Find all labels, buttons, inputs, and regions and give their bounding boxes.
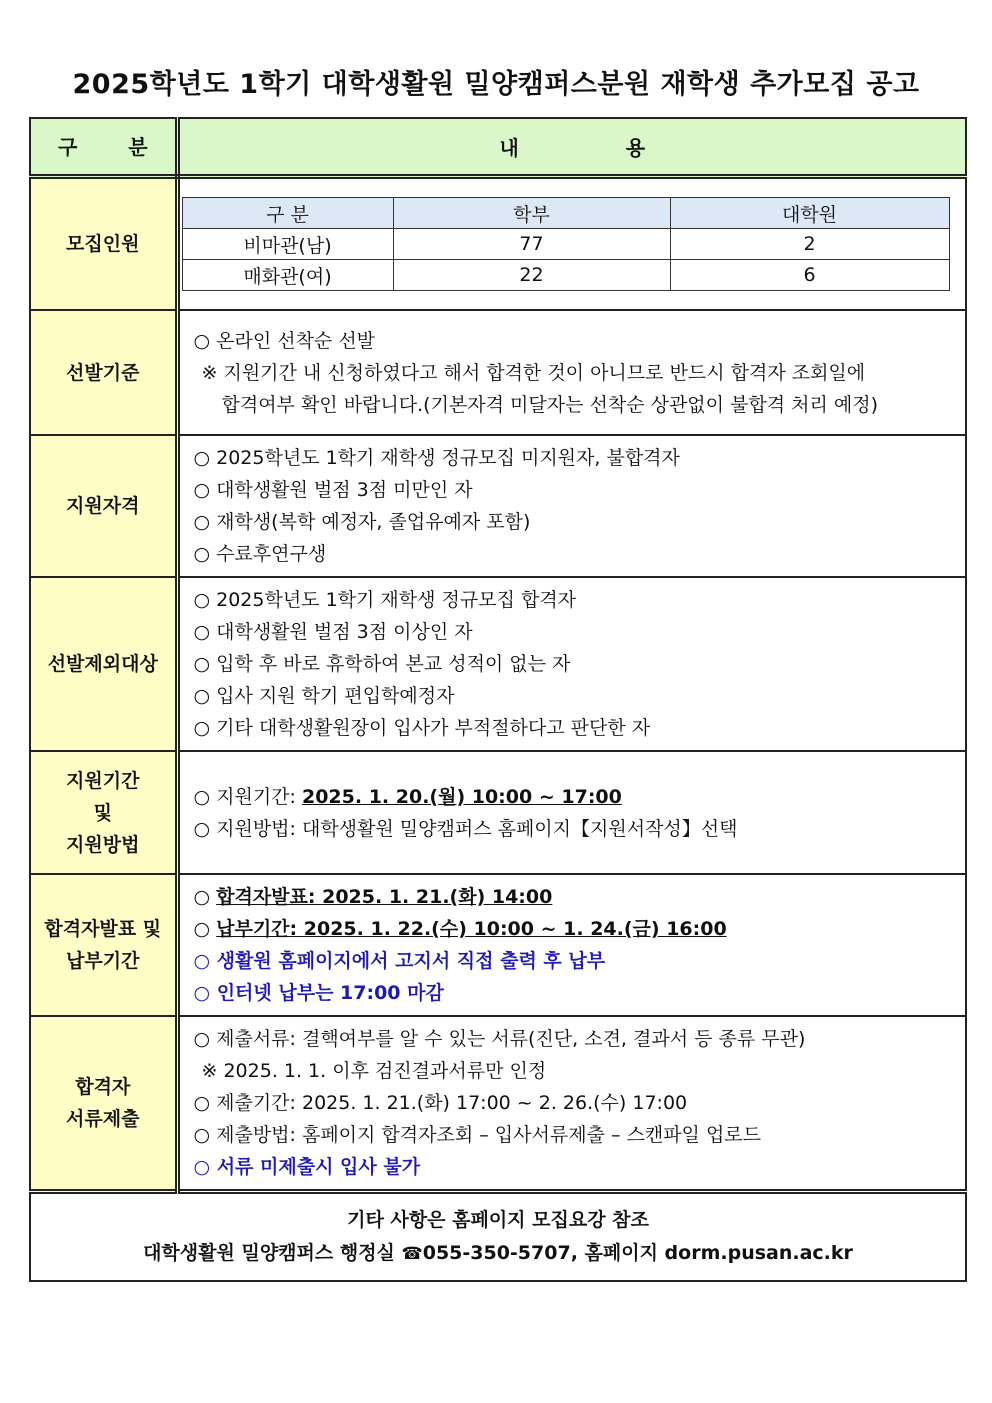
quota-header-grad: 대학원 (670, 198, 949, 229)
list-item: ○ 제출기간: 2025. 1. 21.(화) 17:00 ~ 2. 26.(수) 17:00 (193, 1092, 688, 1114)
list-item: ○ 입학 후 바로 휴학하여 본교 성적이 없는 자 (193, 653, 571, 675)
list-item: ○ 제출방법: 홈페이지 합격자조회 – 입사서류제출 – 스캔파일 업로드 (193, 1124, 762, 1146)
list-item: ○ 입사 지원 학기 편입학예정자 (193, 685, 455, 707)
phone-icon: ☎ (401, 1243, 423, 1264)
apply-period (194, 781, 966, 813)
recruit-label: 모집인원 (30, 177, 177, 311)
quota-grad-value: 6 (670, 260, 949, 291)
documents-row (30, 1016, 966, 1192)
payment-period (194, 913, 966, 945)
header-content: 내 용 (499, 136, 696, 160)
exclusion-label: 선발제외대상 (30, 577, 177, 751)
bullet-prefix: ○ (193, 918, 217, 940)
apply-label-line: 지원방법 (66, 833, 140, 856)
announce-label (30, 874, 177, 1016)
payment-notice: ○ 인터넷 납부는 17:00 마감 (193, 982, 444, 1004)
criteria-label: 선발기준 (30, 310, 177, 435)
table-header-row (30, 118, 966, 177)
list-item: ○ 재학생(복학 예정자, 졸업유예자 포함) (193, 511, 531, 533)
table-row (182, 260, 949, 291)
apply-label-line: 및 (93, 801, 112, 824)
footer-line-1: 기타 사항은 홈페이지 모집요강 참조 (347, 1208, 649, 1231)
announce-label-line: 합격자발표 및 (44, 918, 162, 940)
announce-date-value: 합격자발표: 2025. 1. 21.(화) 14:00 (216, 886, 553, 908)
apply-label-line: 지원기간 (66, 769, 140, 792)
recruit-content (177, 177, 966, 311)
recruit-row (30, 177, 966, 311)
recruit-quota-table (182, 197, 950, 291)
announce-label-line: 납부기간 (66, 950, 140, 972)
criteria-note: ※ 지원기간 내 신청하였다고 해서 합격한 것이 아니므로 반드시 합격자 조회일에 (201, 361, 866, 384)
list-item: ○ 수료후연구생 (193, 543, 327, 565)
header-label-cell (30, 118, 177, 177)
header-label: 구 분 (57, 134, 170, 159)
criteria-content (177, 310, 966, 435)
footer-office: 대학생활원 밀양캠퍼스 행정실 (143, 1241, 402, 1264)
list-item: ○ 온라인 선착순 선발 (193, 329, 376, 352)
footer-row (30, 1192, 966, 1282)
bullet-prefix: ○ (193, 886, 217, 908)
footer-line-2 (31, 1237, 965, 1271)
documents-label-line: 서류제출 (66, 1108, 140, 1130)
quota-undergrad-value: 22 (393, 260, 670, 291)
quota-header-undergrad: 학부 (393, 198, 670, 229)
notice-table (29, 117, 967, 1282)
eligibility-row (30, 435, 966, 577)
payment-notice: ○ 생활원 홈페이지에서 고지서 직접 출력 후 납부 (193, 950, 606, 972)
apply-label (30, 751, 177, 874)
exclusion-content (177, 577, 966, 751)
table-row (182, 229, 949, 260)
header-content-cell (177, 118, 966, 177)
list-item: ○ 2025학년도 1학기 재학생 정규모집 미지원자, 불합격자 (193, 447, 680, 469)
payment-period-value: 납부기간: 2025. 1. 22.(수) 10:00 ~ 1. 24.(금) 16:00 (216, 918, 727, 940)
eligibility-content (177, 435, 966, 577)
criteria-note-continued: 합격여부 확인 바랍니다.(기본자격 미달자는 선착순 상관없이 불합격 처리 예정) (221, 393, 879, 416)
quota-undergrad-value: 77 (393, 229, 670, 260)
documents-note: ※ 2025. 1. 1. 이후 검진결과서류만 인정 (201, 1060, 547, 1082)
quota-dorm-name: 매화관(여) (182, 260, 393, 291)
documents-label (30, 1016, 177, 1192)
footer-contact: 055-350-5707, 홈페이지 dorm.pusan.ac.kr (422, 1241, 853, 1264)
announce-row (30, 874, 966, 1016)
quota-grad-value: 2 (670, 229, 949, 260)
footer (30, 1192, 966, 1282)
documents-warning: ○ 서류 미제출시 입사 불가 (193, 1156, 421, 1178)
page-title: 2025학년도 1학기 대학생활원 밀양캠퍼스분원 재학생 추가모집 공고 (72, 69, 920, 100)
eligibility-label: 지원자격 (30, 435, 177, 577)
list-item: ○ 제출서류: 결핵여부를 알 수 있는 서류(진단, 소견, 결과서 등 종류 무관) (193, 1028, 806, 1050)
quota-header-row (182, 198, 949, 229)
list-item: ○ 대학생활원 벌점 3점 이상인 자 (193, 621, 473, 643)
apply-content (177, 751, 966, 874)
announce-content (177, 874, 966, 1016)
apply-period-value: 2025. 1. 20.(월) 10:00 ~ 17:00 (301, 785, 622, 808)
list-item: ○ 기타 대학생활원장이 입사가 부적절하다고 판단한 자 (193, 717, 651, 739)
announce-date (194, 881, 966, 913)
apply-period-prefix: ○ 지원기간: (193, 785, 302, 808)
quota-dorm-name: 비마관(남) (182, 229, 393, 260)
apply-row (30, 751, 966, 874)
list-item: ○ 2025학년도 1학기 재학생 정규모집 합격자 (193, 589, 577, 611)
documents-label-line: 합격자 (75, 1076, 131, 1098)
documents-content (177, 1016, 966, 1192)
criteria-row (30, 310, 966, 435)
exclusion-row (30, 577, 966, 751)
list-item: ○ 대학생활원 벌점 3점 미만인 자 (193, 479, 473, 501)
apply-method: ○ 지원방법: 대학생활원 밀양캠퍼스 홈페이지【지원서작성】선택 (193, 817, 738, 840)
quota-header-category: 구 분 (182, 198, 393, 229)
